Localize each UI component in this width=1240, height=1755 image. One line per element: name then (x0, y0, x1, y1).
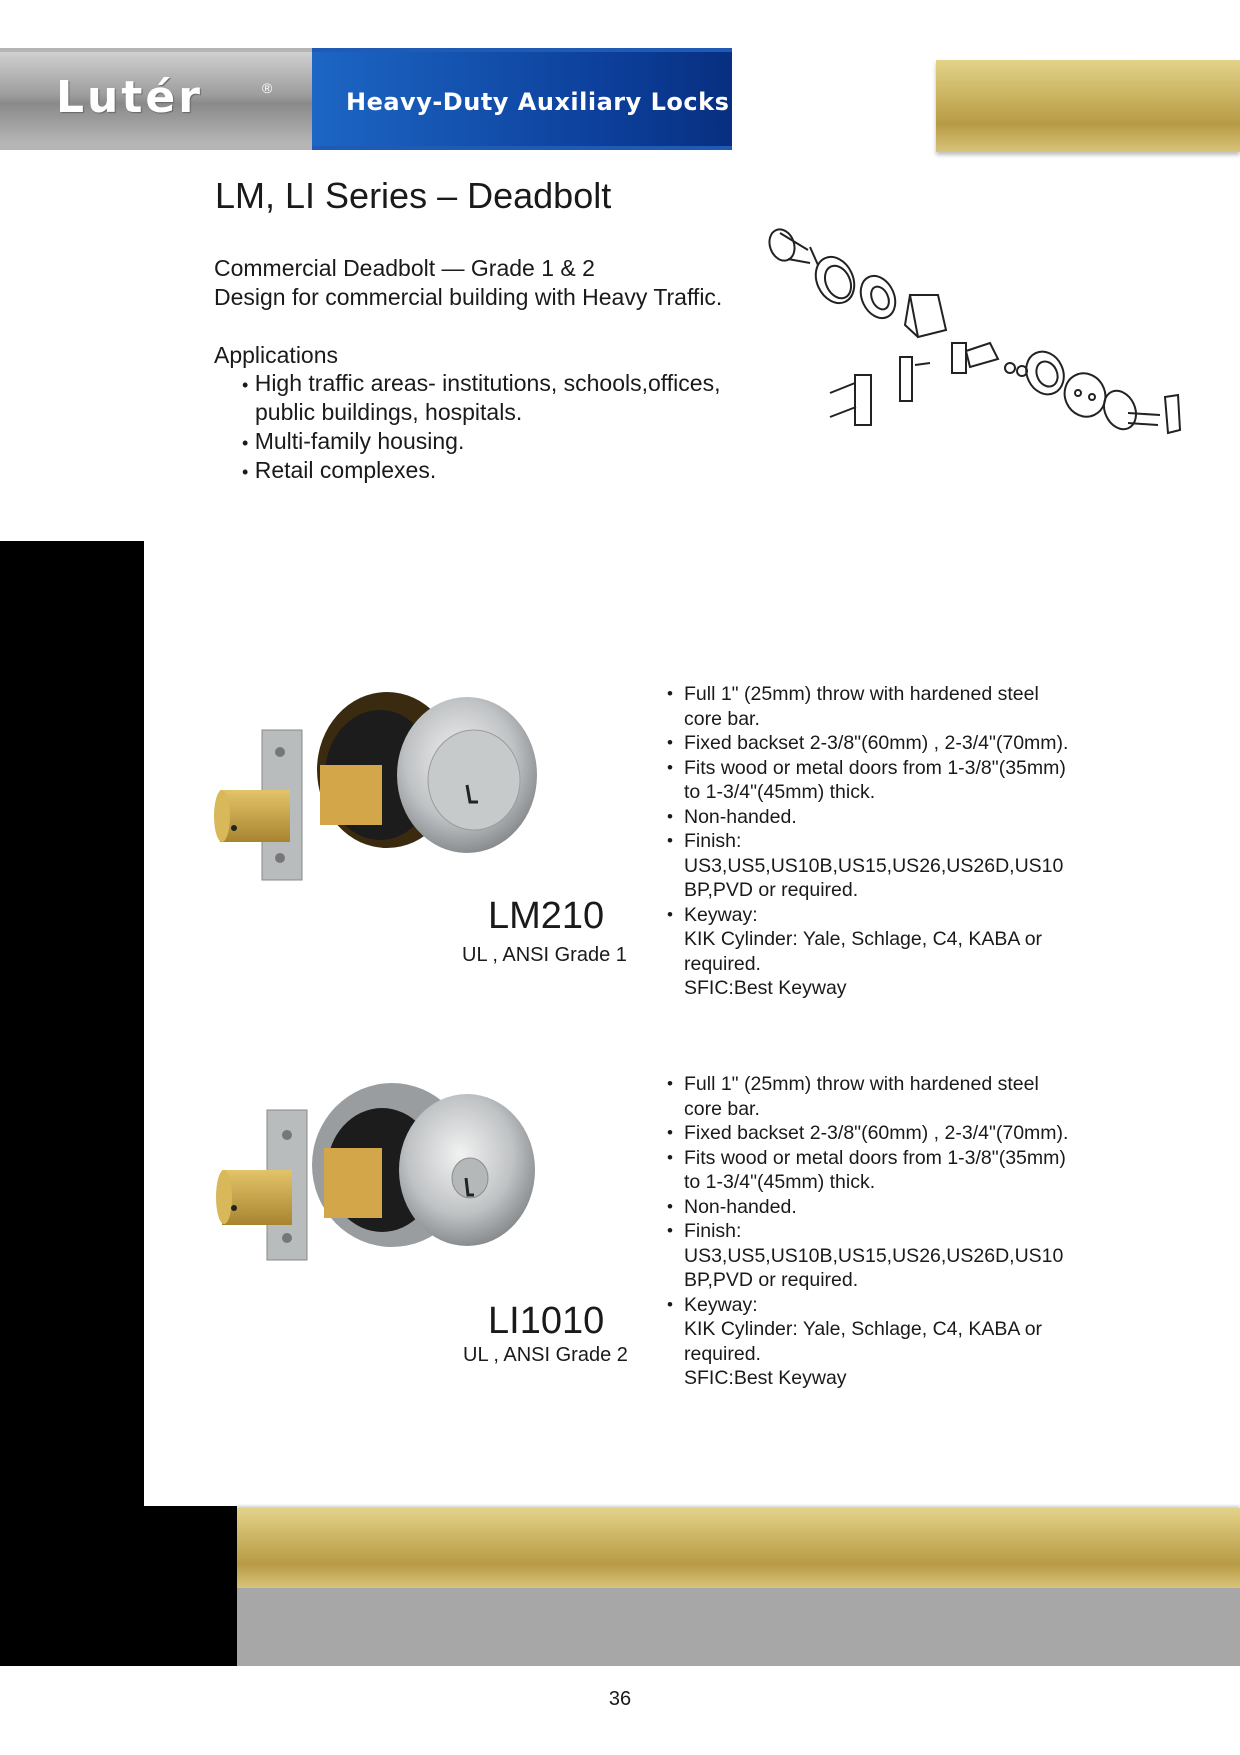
spec-item: • Fits wood or metal doors from 1-3/8"(35mm) to 1-3/4"(45mm) thick. (667, 1146, 1097, 1195)
spec-item: • Finish: US3,US5,US10B,US15,US26,US26D,US10 BP,PVD or required. (667, 829, 1097, 903)
bottom-black-block (144, 1506, 237, 1666)
applications-heading: Applications (214, 342, 339, 368)
spec-item: • Keyway: KIK Cylinder: Yale, Schlage, C4, KABA or required. SFIC:Best Keyway (667, 1293, 1097, 1391)
spec-item: • Non-handed. (667, 1195, 1097, 1220)
spec-list-li1010 (667, 1072, 1097, 1391)
page-number: 36 (608, 1688, 632, 1710)
spec-item: • Finish: US3,US5,US10B,US15,US26,US26D,US10 BP,PVD or required. (667, 1219, 1097, 1293)
spec-item: • Fixed backset 2-3/8"(60mm) , 2-3/4"(70mm). (667, 1121, 1097, 1146)
model-name: LM210 (488, 895, 605, 937)
model-grade: UL , ANSI Grade 2 (463, 1344, 628, 1366)
intro-line-1: Commercial Deadbolt — Grade 1 & 2 (214, 255, 595, 281)
brand-logo: Lutér (56, 72, 203, 123)
intro-line-2: Design for commercial building with Heavy Traffic. (214, 284, 723, 310)
spec-item: • Keyway: KIK Cylinder: Yale, Schlage, C4, KABA or required. SFIC:Best Keyway (667, 903, 1097, 1001)
gold-accent-bar-bottom (237, 1508, 1240, 1588)
gray-footer-band (237, 1588, 1240, 1666)
series-title: LM, LI Series – Deadbolt (215, 175, 612, 216)
lm210-product-photo (212, 680, 572, 900)
exploded-deadbolt-diagram (760, 225, 1190, 465)
spec-list-lm210 (667, 682, 1097, 1001)
left-black-band (0, 541, 144, 1666)
gold-accent-bar-top (936, 60, 1240, 152)
header-title: Heavy-Duty Auxiliary Locks (346, 88, 730, 116)
application-item-cont: public buildings, hospitals. (255, 399, 523, 425)
header-blue-bottom-rule (312, 146, 732, 150)
spec-item: • Fits wood or metal doors from 1-3/8"(35mm) to 1-3/4"(45mm) thick. (667, 756, 1097, 805)
registered-mark: ® (262, 80, 273, 96)
spec-item: • Non-handed. (667, 805, 1097, 830)
spec-item: • Full 1" (25mm) throw with hardened steel core bar. (667, 1072, 1097, 1121)
application-item: • High traffic areas- institutions, schools,offices, (242, 370, 721, 396)
spec-item: • Full 1" (25mm) throw with hardened steel core bar. (667, 682, 1097, 731)
application-item: • Multi-family housing. (242, 428, 465, 454)
spec-item: • Fixed backset 2-3/8"(60mm) , 2-3/4"(70mm). (667, 731, 1097, 756)
li1010-product-photo (212, 1070, 572, 1290)
model-grade: UL , ANSI Grade 1 (462, 944, 627, 966)
model-name: LI1010 (488, 1300, 605, 1342)
header-gray-bottom-rule (0, 146, 312, 150)
application-item: • Retail complexes. (242, 457, 437, 483)
